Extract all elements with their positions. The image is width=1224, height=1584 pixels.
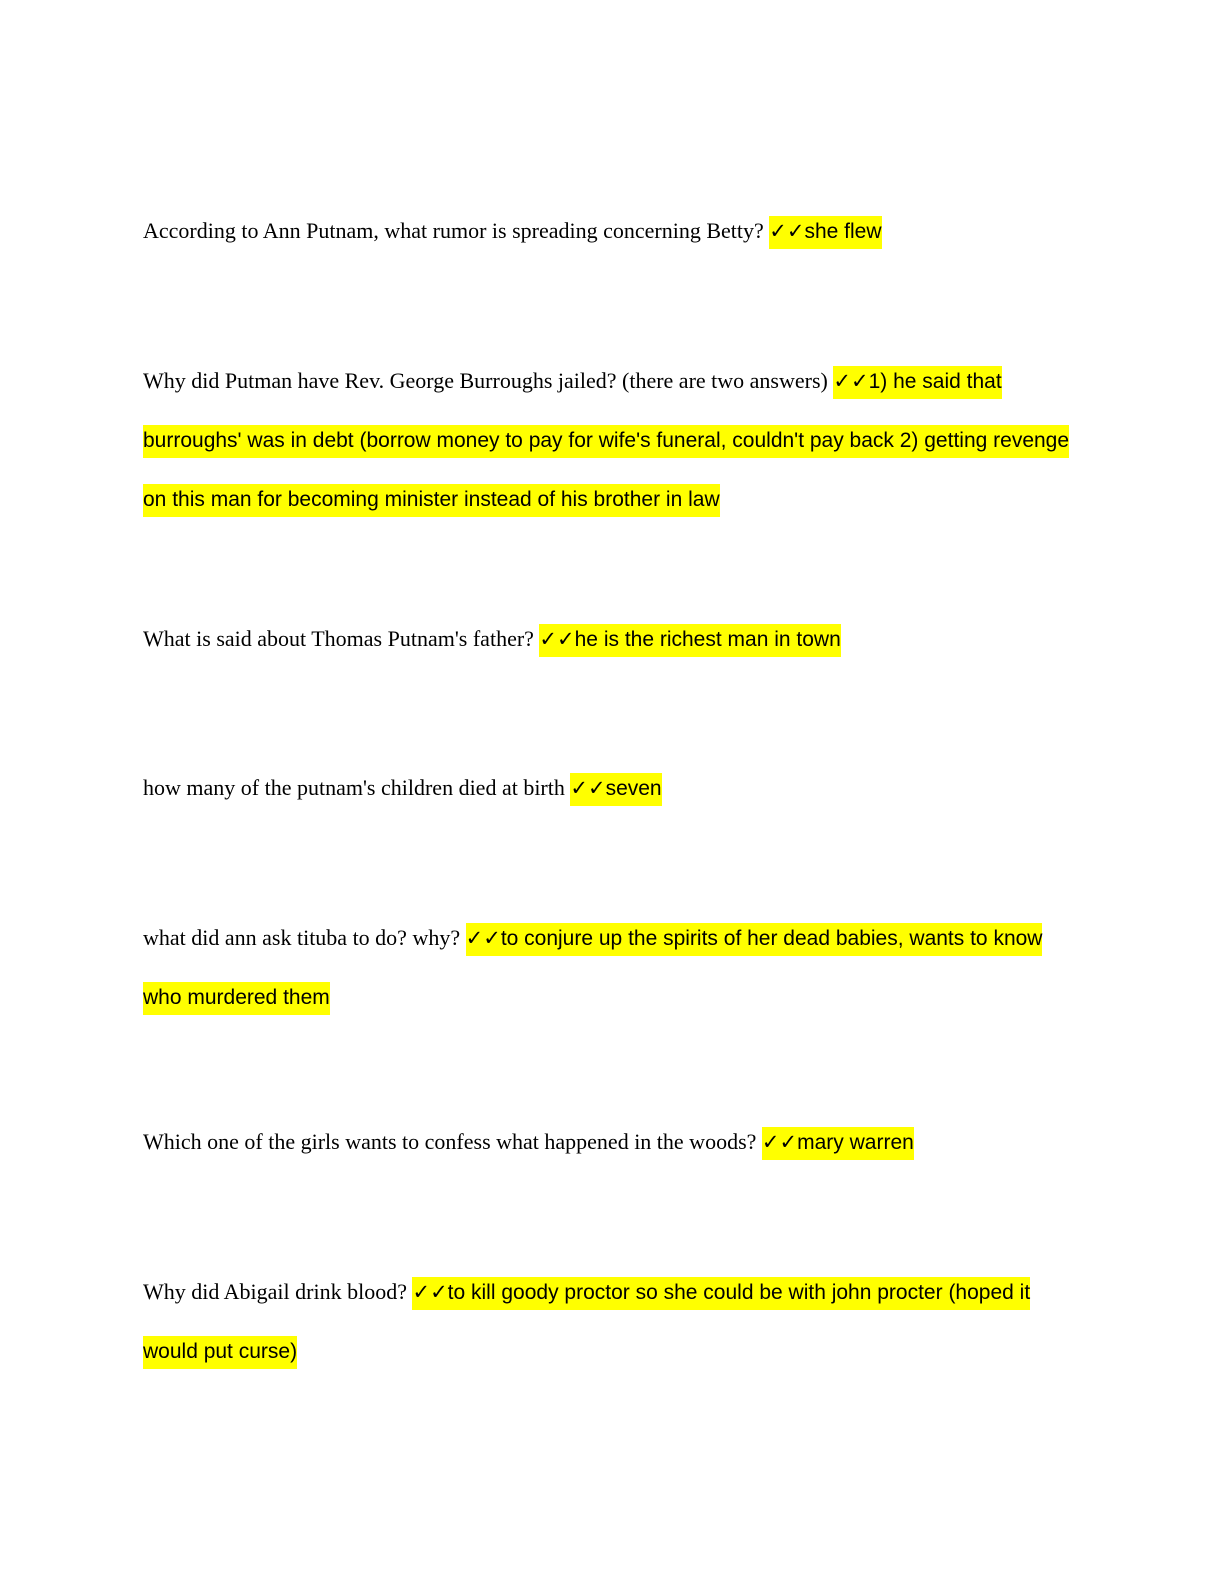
- double-check-icon: ✓✓: [570, 776, 606, 800]
- question-text: What is said about Thomas Putnam's father?: [143, 626, 534, 651]
- double-check-icon: ✓✓: [769, 219, 805, 243]
- question-text: Why did Putman have Rev. George Burroughs jailed? (there are two answers): [143, 368, 828, 393]
- answer-highlight: [539, 624, 840, 657]
- double-check-icon: ✓✓: [539, 627, 575, 651]
- question-text: Which one of the girls wants to confess what happened in the woods?: [143, 1129, 757, 1154]
- qa-item-2: [143, 352, 1073, 529]
- answer-text: to kill goody proctor so she could be with john procter (hoped it would put curse): [143, 1281, 1031, 1363]
- answer-text: to conjure up the spirits of her dead babies, wants to know who murdered them: [143, 927, 1043, 1009]
- question-text: Why did Abigail drink blood?: [143, 1279, 407, 1304]
- answer-highlight: [769, 216, 881, 249]
- answer-text: 1) he said that burroughs' was in debt (borrow money to pay for wife's funeral, couldn't pay back 2) getting revenge on this man for becoming minister instead of his brother in law: [143, 370, 1070, 511]
- answer-text: she flew: [804, 220, 882, 243]
- question-text: According to Ann Putnam, what rumor is spreading concerning Betty?: [143, 218, 764, 243]
- answer-text: he is the richest man in town: [574, 628, 841, 651]
- answer-text: mary warren: [797, 1131, 914, 1154]
- qa-item-3: [143, 610, 1073, 669]
- qa-item-1: [143, 202, 1073, 261]
- double-check-icon: ✓✓: [833, 369, 869, 393]
- qa-item-4: [143, 759, 1073, 818]
- qa-item-7: [143, 1263, 1073, 1381]
- answer-text: seven: [605, 777, 662, 800]
- qa-item-6: [143, 1113, 1073, 1172]
- question-text: what did ann ask tituba to do? why?: [143, 925, 461, 950]
- answer-highlight: [570, 773, 661, 806]
- answer-highlight: [762, 1127, 914, 1160]
- question-text: how many of the putnam's children died at birth: [143, 775, 565, 800]
- double-check-icon: ✓✓: [412, 1280, 448, 1304]
- double-check-icon: ✓✓: [465, 926, 501, 950]
- double-check-icon: ✓✓: [761, 1130, 798, 1154]
- qa-item-5: [143, 909, 1073, 1027]
